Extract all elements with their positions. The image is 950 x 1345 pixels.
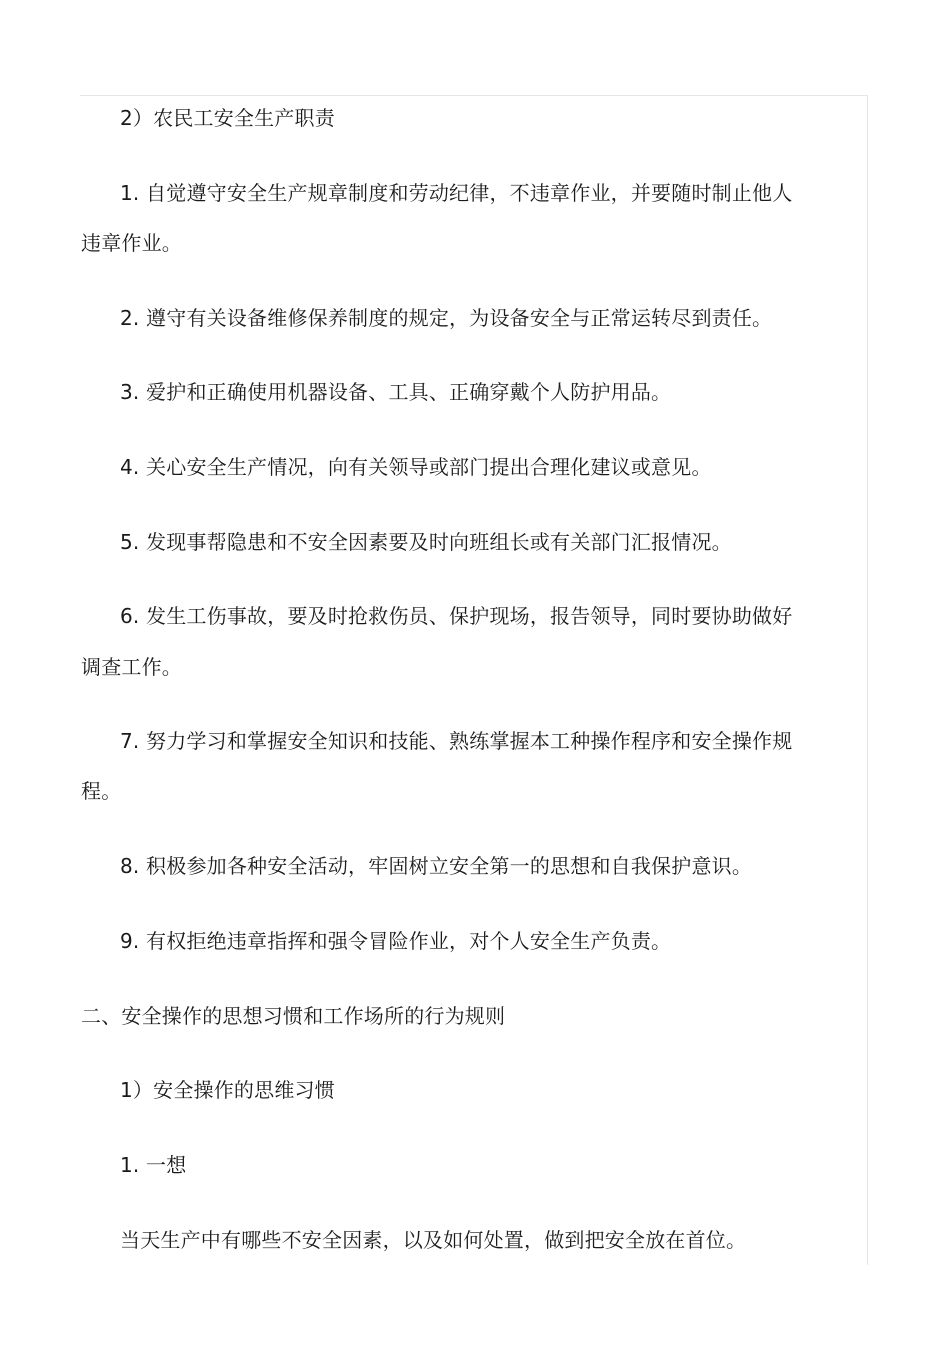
section-heading-responsibilities: 2）农民工安全生产职责 [120,106,335,130]
paragraph-line: 程。 [81,779,122,803]
paragraph-line: 7. 努力学习和掌握安全知识和技能、熟练掌握本工种操作程序和安全操作规 [120,729,793,753]
paragraph-line: 调查工作。 [81,655,182,679]
paragraph-line: 当天生产中有哪些不安全因素，以及如何处置，做到把安全放在首位。 [120,1228,747,1252]
paragraph-line: 5. 发现事帮隐患和不安全因素要及时向班组长或有关部门汇报情况。 [120,530,732,554]
paragraph-line: 1. 自觉遵守安全生产规章制度和劳动纪律，不违章作业，并要随时制止他人 [120,181,793,205]
paragraph-line: 3. 爱护和正确使用机器设备、工具、正确穿戴个人防护用品。 [120,380,672,404]
paragraph-line: 6. 发生工伤事故，要及时抢救伤员、保护现场，报告领导，同时要协助做好 [120,604,793,628]
item-heading: 1. 一想 [120,1153,187,1177]
paragraph-line: 4. 关心安全生产情况，向有关领导或部门提出合理化建议或意见。 [120,455,712,479]
paragraph-line: 违章作业。 [81,231,182,255]
paragraph-line: 9. 有权拒绝违章指挥和强令冒险作业，对个人安全生产负责。 [120,929,672,953]
section-heading-safe-operation: 二、安全操作的思想习惯和工作场所的行为规则 [81,1004,506,1028]
paragraph-line: 2. 遵守有关设备维修保养制度的规定，为设备安全与正常运转尽到责任。 [120,306,773,330]
paragraph-line: 8. 积极参加各种安全活动，牢固树立安全第一的思想和自我保护意识。 [120,854,753,878]
subsection-heading-thinking-habits: 1）安全操作的思维习惯 [120,1078,335,1102]
